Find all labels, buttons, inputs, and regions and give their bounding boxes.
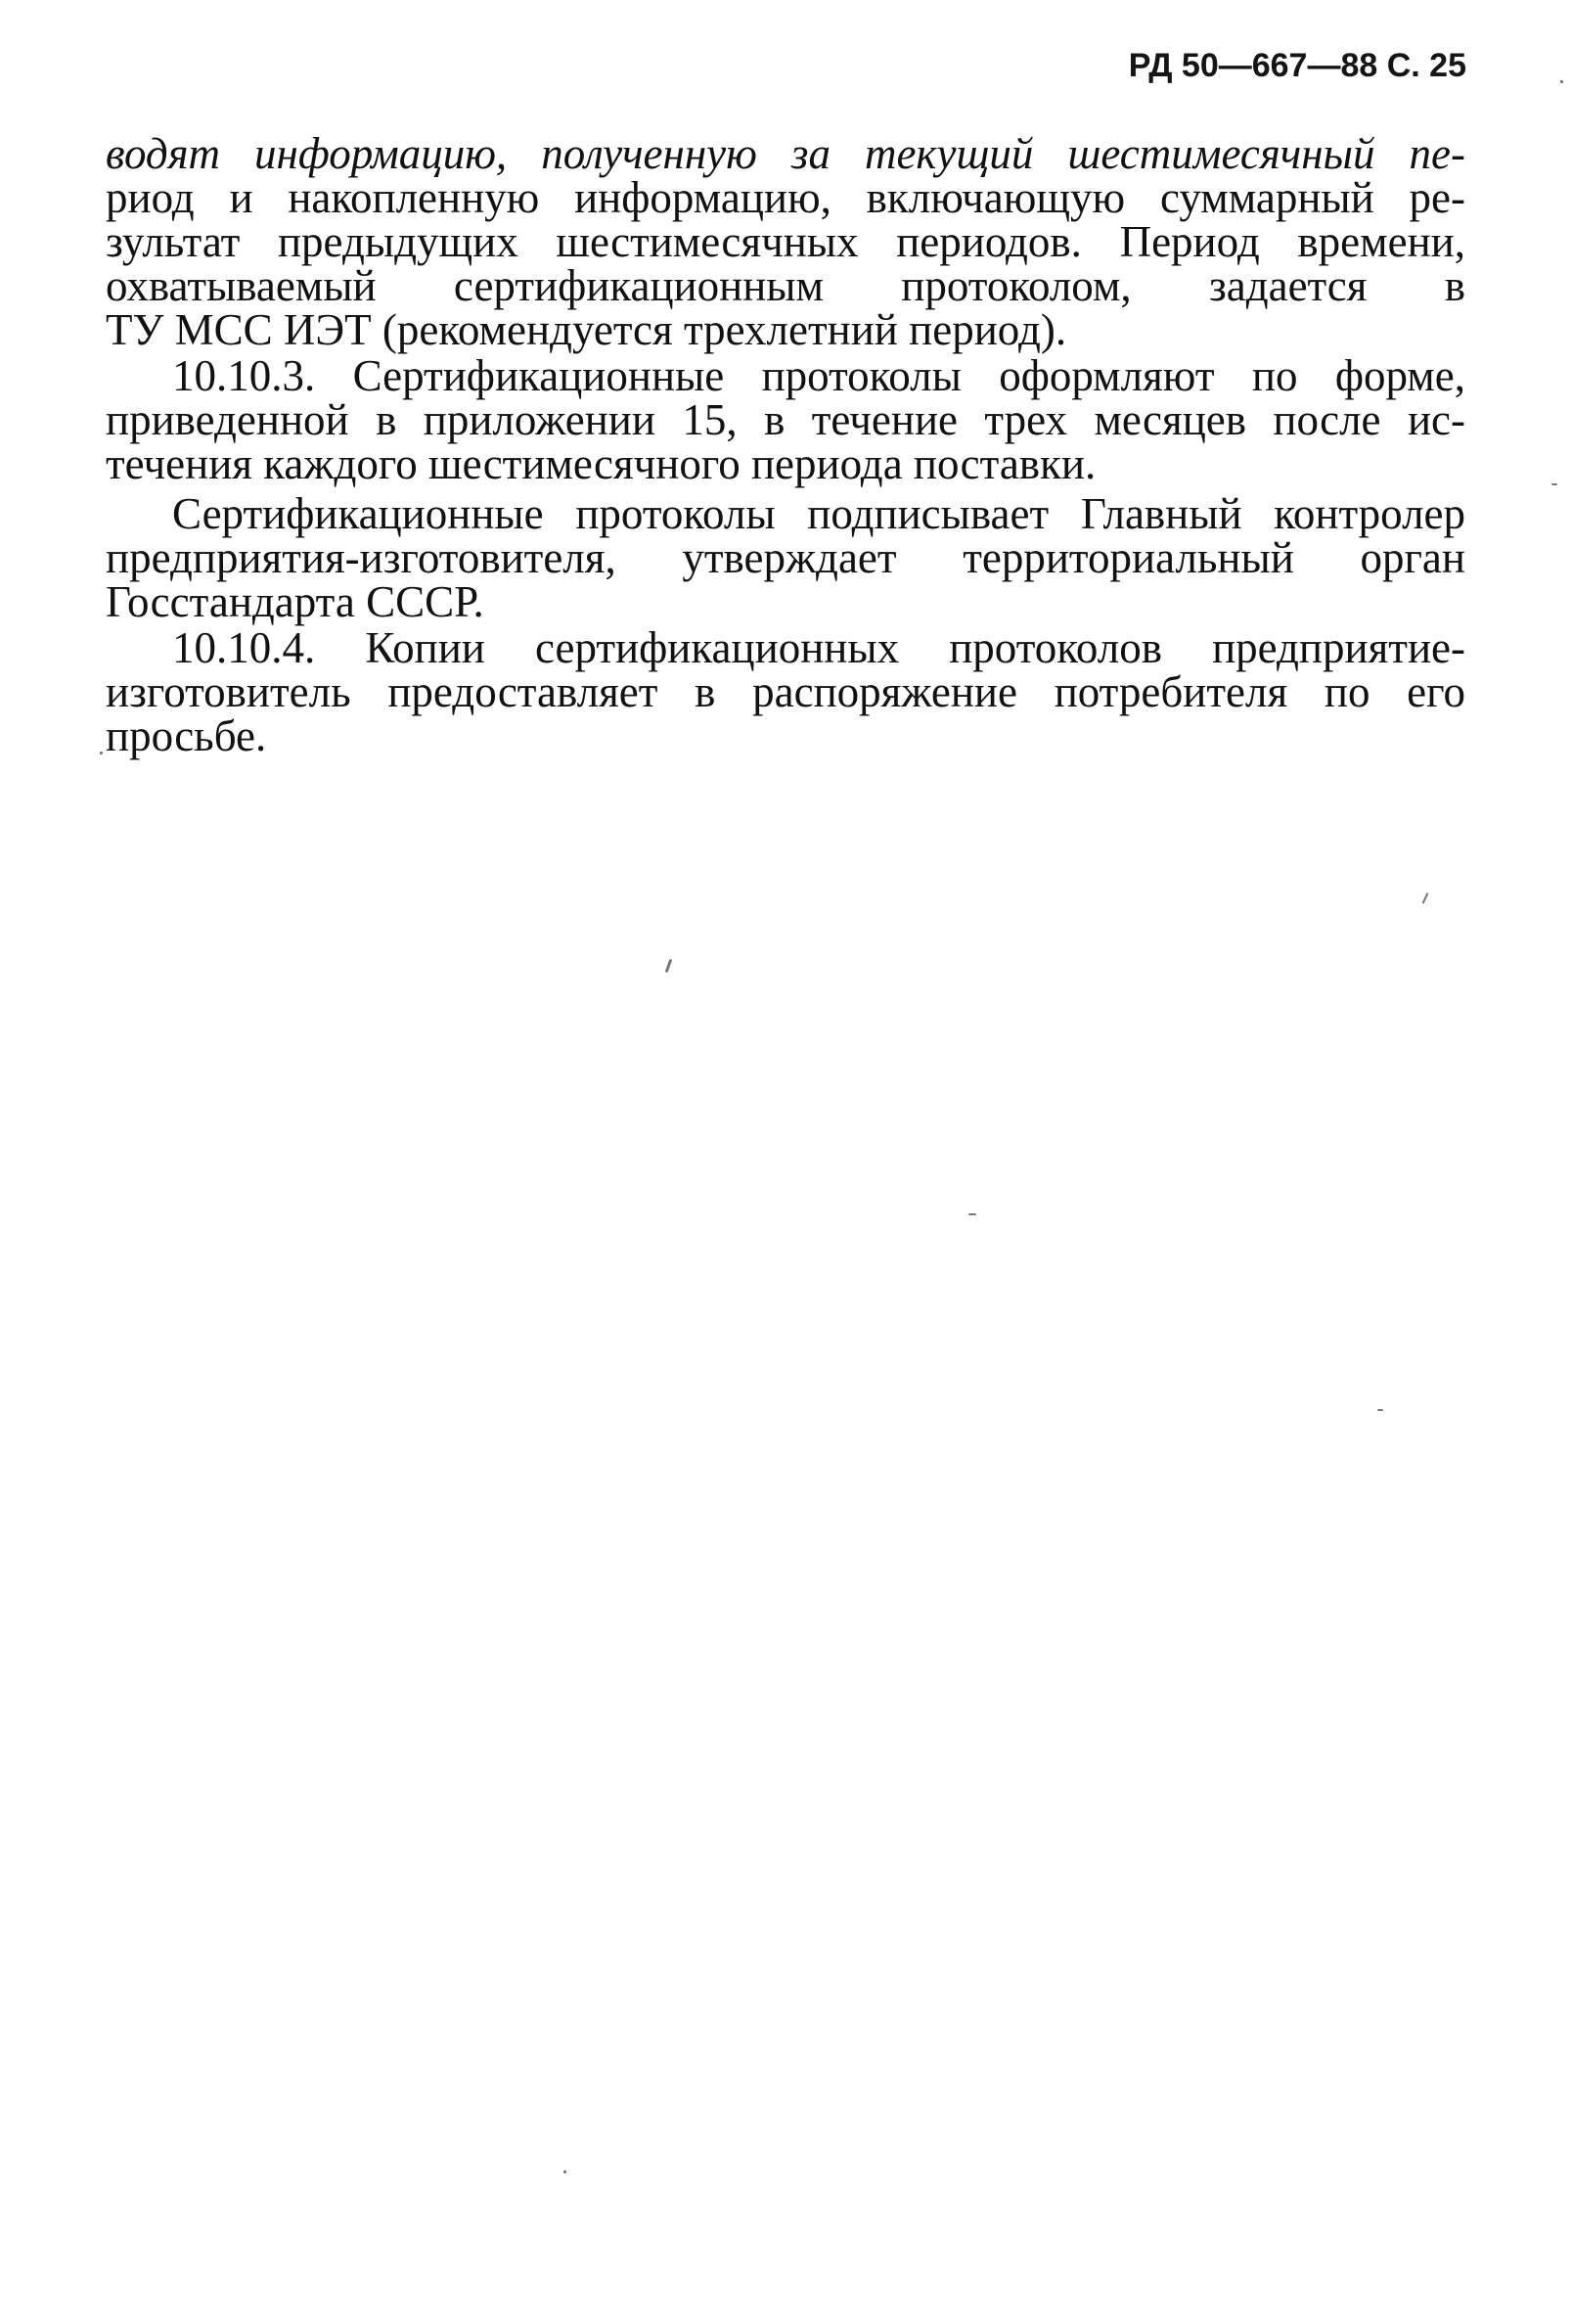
scan-speck [563, 2170, 566, 2173]
text-line: 10.10.4. Копии сертификационных протоколов предприятие- [172, 623, 1465, 672]
running-header: РД 50—667—88 С. 25 [1128, 47, 1466, 84]
text-line: предприятия-изготовителя, утверждает территориальный орган [106, 533, 1465, 582]
scan-speck [968, 1213, 976, 1215]
scan-speck [100, 752, 103, 754]
text-line: Госстандарта СССР. [106, 577, 484, 626]
text-line: просьбе. [106, 711, 267, 760]
text-line: течения каждого шестимесячного периода поставки. [106, 439, 1097, 488]
scan-speck [1377, 1409, 1383, 1411]
text-line: риод и накопленную информацию, включающую суммарный ре- [106, 173, 1465, 222]
scan-speck [1560, 80, 1563, 83]
text-line: водят информацию, полученную за текущий шестимесячный пе- [106, 129, 1465, 178]
text-line: Сертификационные протоколы подписывает Главный контролер [172, 489, 1465, 538]
text-line: приведенной в приложении 15, в течение трех месяцев после ис- [106, 395, 1465, 444]
paragraph-signatures [106, 489, 1465, 626]
paragraph-continuation [106, 129, 1465, 354]
body-text [106, 129, 1465, 760]
text-line: охватываемый сертификационным протоколом, задается в [106, 261, 1465, 310]
paragraph-10-10-4 [106, 623, 1465, 760]
scan-speck [1551, 483, 1557, 485]
scan-speck [1422, 892, 1429, 904]
text-line: 10.10.3. Сертификационные протоколы оформляют по форме, [172, 351, 1465, 400]
text-line: ТУ МСС ИЭТ (рекомендуется трехлетний период). [106, 305, 1067, 354]
text-line: изготовитель предоставляет в распоряжение потребителя по его [106, 667, 1465, 716]
paragraph-10-10-3 [106, 351, 1465, 488]
scan-speck [665, 959, 673, 973]
text-line: зультат предыдущих шестимесячных периодов. Период времени, [106, 217, 1465, 266]
